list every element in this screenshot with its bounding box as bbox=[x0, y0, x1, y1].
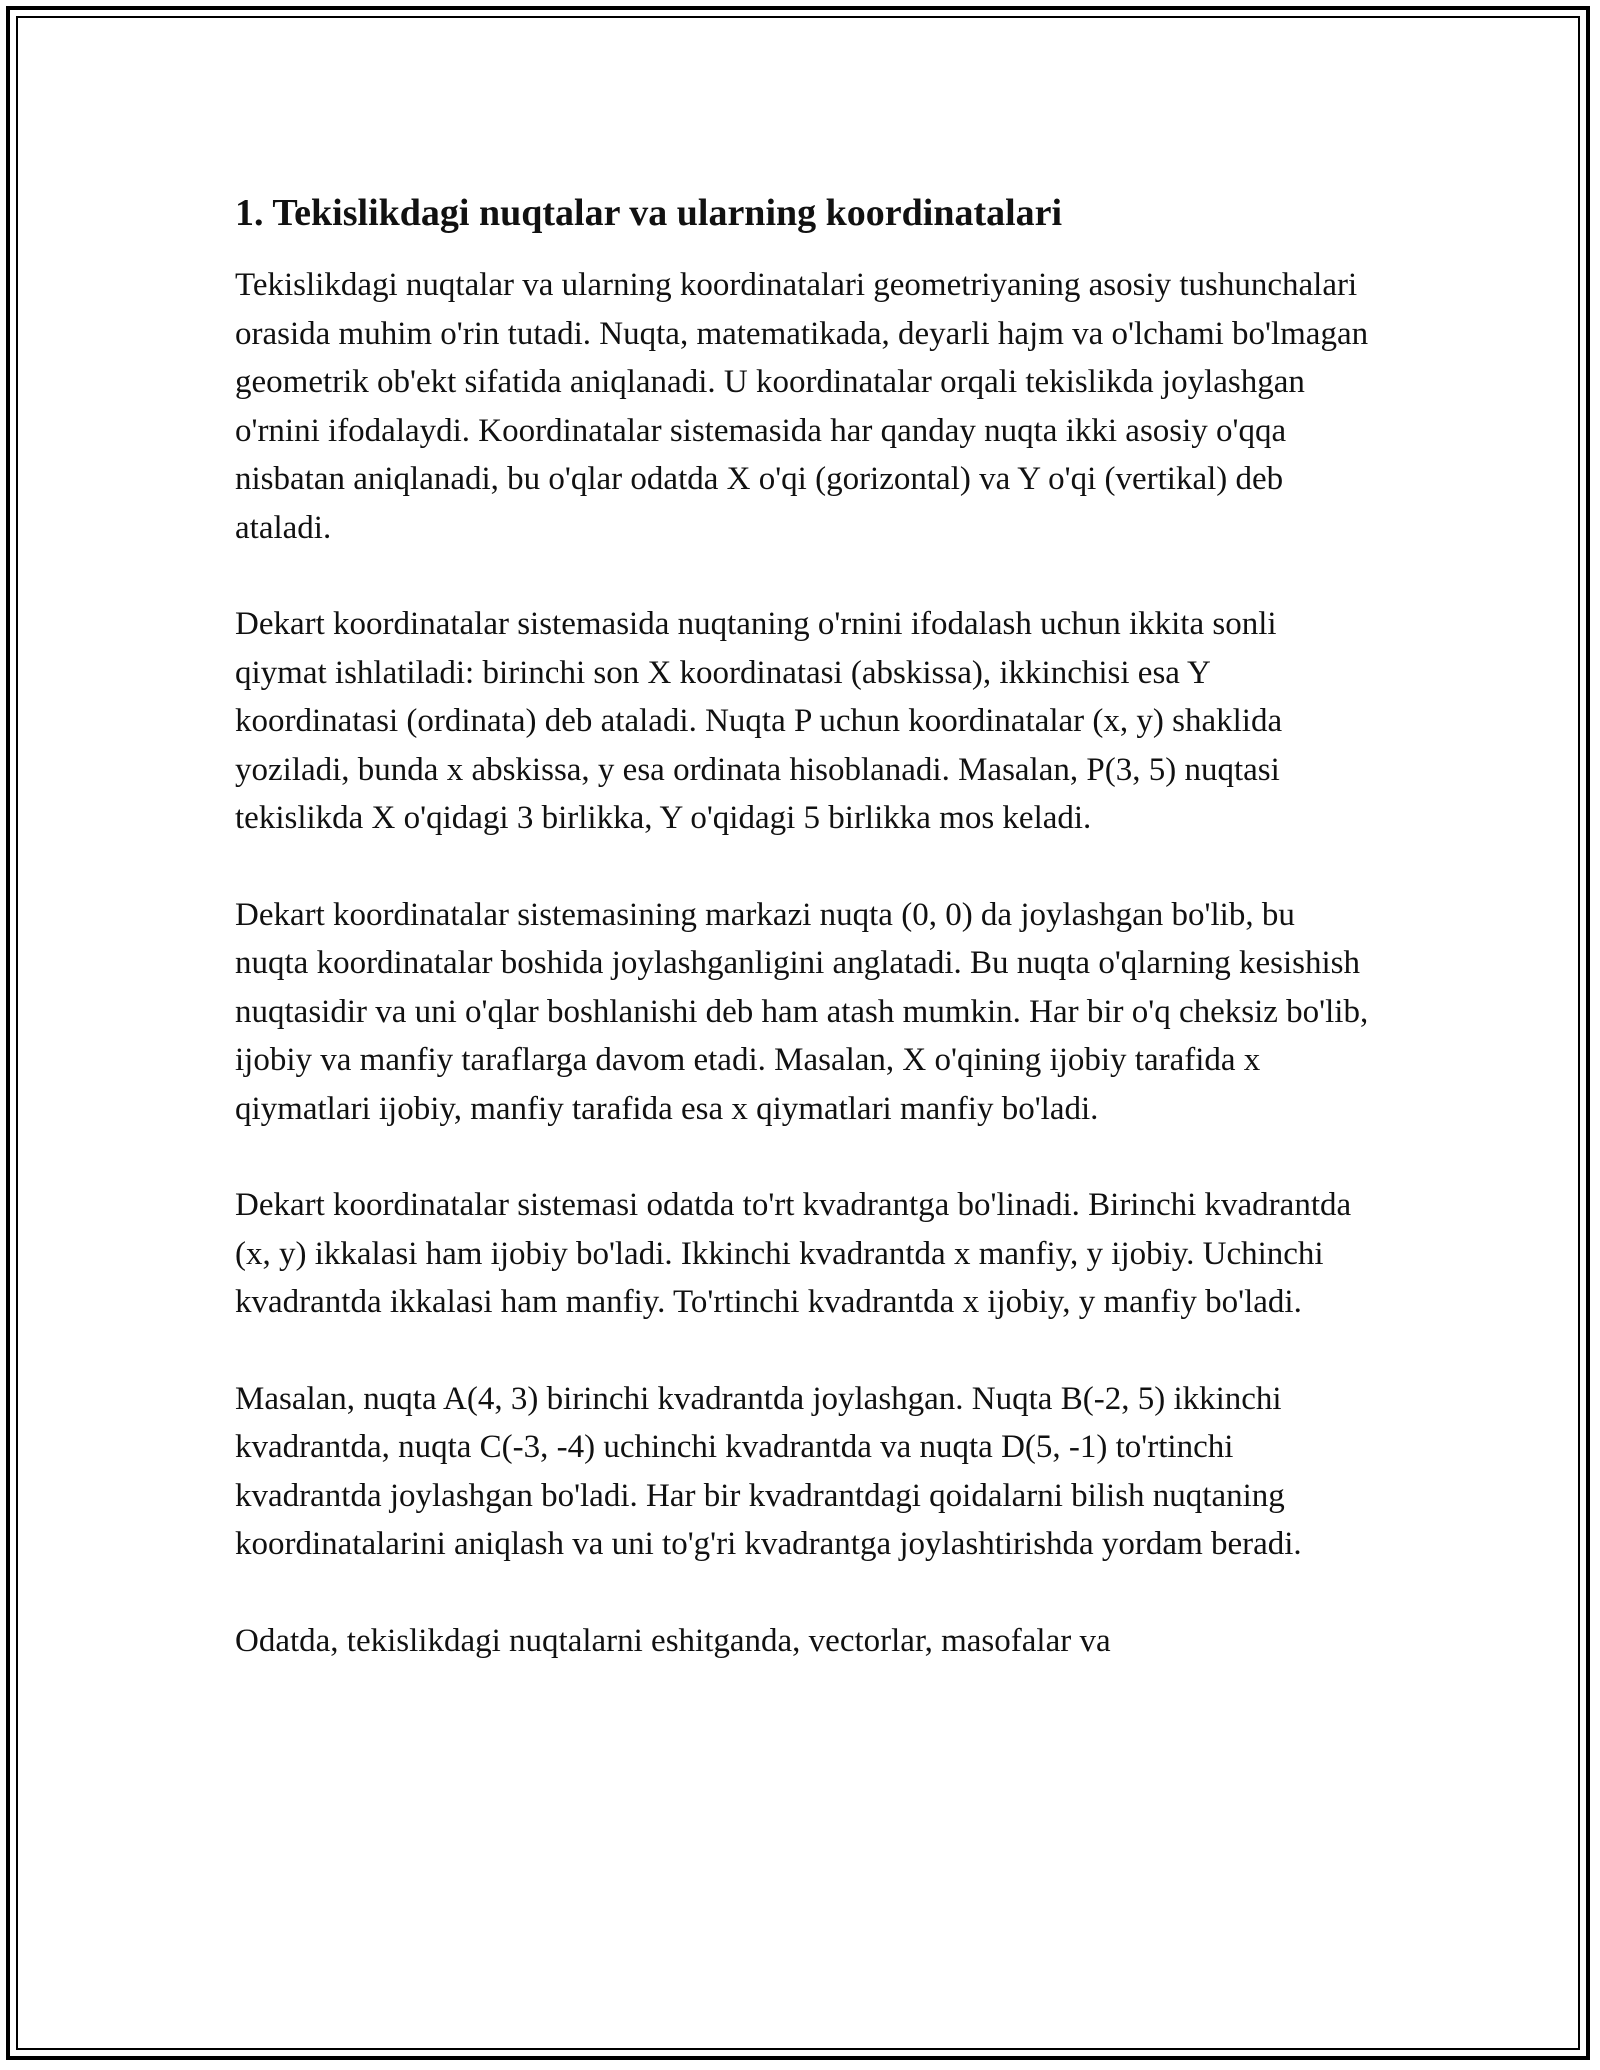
document-body bbox=[235, 185, 1375, 1713]
paragraph-6: Odatda, tekislikdagi nuqtalarni eshitganda, vectorlar, masofalar va bbox=[235, 1622, 1111, 1659]
paragraph-4: Dekart koordinatalar sistemasi odatda to'rt kvadrantga bo'linadi. Birinchi kvadrantda (x, y) ikkalasi ham ijobiy bo'ladi. Ikkinchi kvadrantda x manfiy, y ijobiy. Uchinchi kvadrantda ikkalasi ham manfiy. To'rtinchi kvadrantda x ijobiy, y manfiy bo'ladi. bbox=[235, 1187, 1352, 1320]
paragraph-2: Dekart koordinatalar sistemasida nuqtaning o'rnini ifodalash uchun ikkita sonli qiymat ishlatiladi: birinchi son X koordinatasi (abskissa), ikkinchisi esa Y koordinatasi (ordinata) deb ataladi. Nuqta P uchun koordinatalar (x, y) shaklida yoziladi, bunda x abskissa, y esa ordinata hisoblanadi. Masalan, P(3, 5) nuqtasi tekislikda X o'qidagi 3 birlikka, Y o'qidagi 5 birlikka mos keladi. bbox=[235, 606, 1283, 836]
paragraph-1: Tekislikdagi nuqtalar va ularning koordinatalari geometriyaning asosiy tushunchalari orasida muhim o'rin tutadi. Nuqta, matematikada, deyarli hajm va o'lchami bo'lmagan geometrik ob'ekt sifatida aniqlanadi. U koordinatalar orqali tekislikda joylashgan o'rnini ifodalaydi. Koordinatalar sistemasida har qanday nuqta ikki asosiy o'qqa nisbatan aniqlanadi, bu o'qlar odatda X o'qi (gorizontal) va Y o'qi (vertikal) deb ataladi. bbox=[235, 267, 1369, 546]
paragraph-5: Masalan, nuqta A(4, 3) birinchi kvadrantda joylashgan. Nuqta B(-2, 5) ikkinchi kvadrantda, nuqta C(-3, -4) uchinchi kvadrantda va nuqta D(5, -1) to'rtinchi kvadrantda joylashgan bo'ladi. Har bir kvadrantdagi qoidalarni bilish nuqtaning koordinatalarini aniqlash va uni to'g'ri kvadrantga joylashtirishda yordam beradi. bbox=[235, 1380, 1302, 1562]
paragraph-3: Dekart koordinatalar sistemasining markazi nuqta (0, 0) da joylashgan bo'lib, bu nuqta koordinatalar boshida joylashganligini anglatadi. Bu nuqta o'qlarning kesishish nuqtasidir va uni o'qlar boshlanishi deb ham atash mumkin. Har bir o'q cheksiz bo'lib, ijobiy va manfiy taraflarga davom etadi. Masalan, X o'qining ijobiy tarafida x qiymatlari ijobiy, manfiy tarafida esa x qiymatlari manfiy bo'ladi. bbox=[235, 896, 1369, 1127]
section-heading: 1. Tekislikdagi nuqtalar va ularning koordinatalari bbox=[235, 192, 1063, 234]
